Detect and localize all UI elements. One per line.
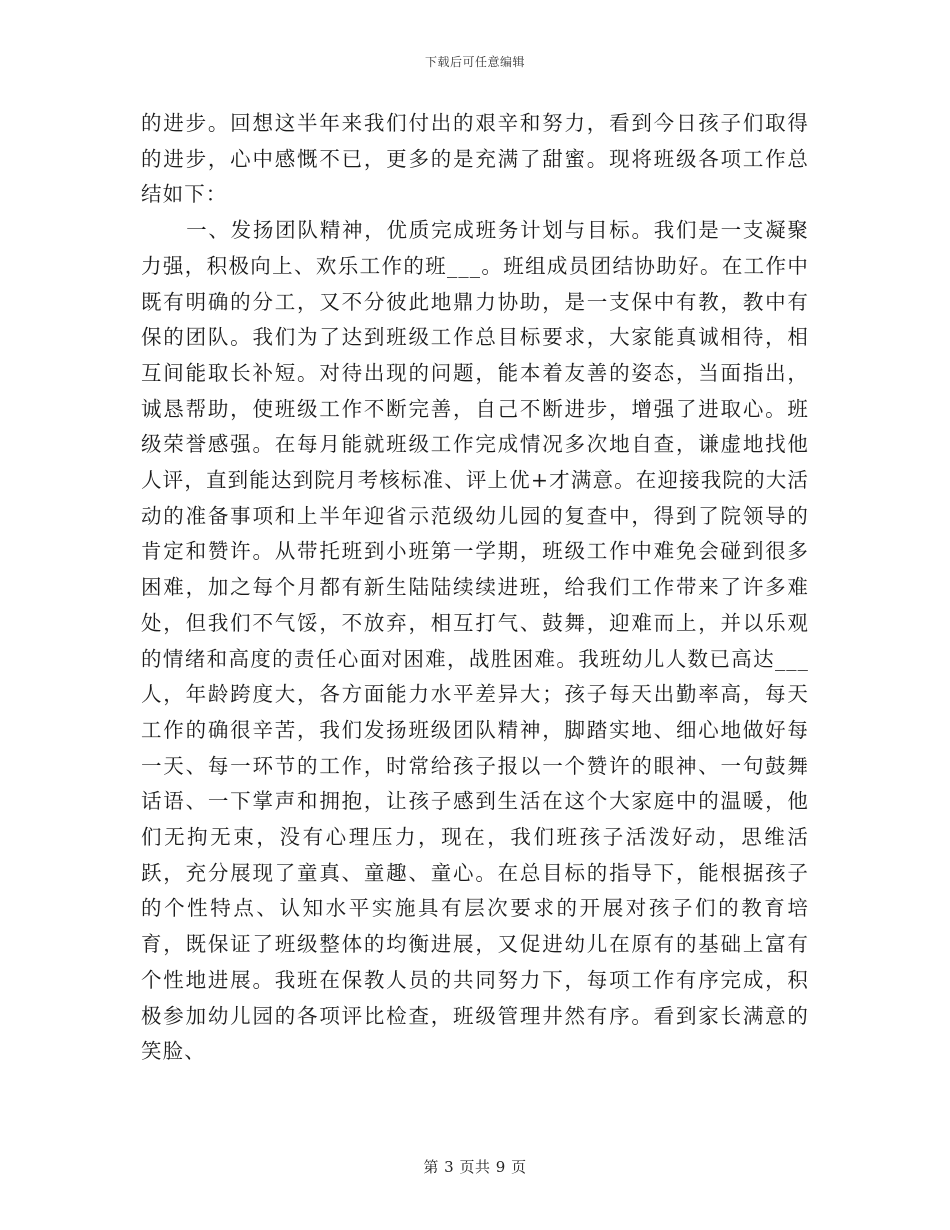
paragraph-continuation: 的进步。回想这半年来我们付出的艰辛和努力，看到今日孩子们取得的进步，心中感慨不已，更多的是充满了甜蜜。现将班级各项工作总结如下： (141, 111, 809, 207)
page-header: 下载后可任意编辑 (424, 55, 525, 69)
body-text (141, 106, 809, 1070)
page-footer: 第 3 页共 9 页 (423, 1158, 527, 1176)
paragraph-team-spirit: 一、发扬团队精神，优质完成班务计划与目标。我们是一支凝聚力强，积极向上、欢乐工作的班___。班组成员团结协助好。在工作中既有明确的分工，又不分彼此地鼎力协助，是一支保中有教，教中有保的团队。我们为了达到班级工作总目标要求，大家能真诚相待，相互间能取长补短。对待出现的问题，能本着友善的姿态，当面指出，诚恳帮助，使班级工作不断完善，自己不断进步，增强了进取心。班级荣誉感强。在每月能就班级工作完成情况多次地自查，谦虚地找他人评，直到能达到院月考核标准、评上优+才满意。在迎接我院的大活动的准备事项和上半年迎省示范级幼儿园的复查中，得到了院领导的肯定和赞许。从带托班到小班第一学期，班级工作中难免会碰到很多困难，加之每个月都有新生陆陆续续进班，给我们工作带来了许多难处，但我们不气馁，不放弃，相互打气、鼓舞，迎难而上，并以乐观的情绪和高度的责任心面对困难，战胜困难。我班幼儿人数已高达___人，年龄跨度大，各方面能力水平差异大；孩子每天出勤率高，每天工作的确很辛苦，我们发扬班级团队精神，脚踏实地、细心地做好每一天、每一环节的工作，时常给孩子报以一个赞许的眼神、一句鼓舞话语、一下掌声和拥抱，让孩子感到生活在这个大家庭中的温暖，他们无拘无束，没有心理压力，现在，我们班孩子活泼好动，思维活跃，充分展现了童真、童趣、童心。在总目标的指导下，能根据孩子的个性特点、认知水平实施具有层次要求的开展对孩子们的教育培育，既保证了班级整体的均衡进展，又促进幼儿在原有的基础上富有个性地进展。我班在保教人员的共同努力下，每项工作有序完成，积极参加幼儿园的各项评比检查，班级管理井然有序。看到家长满意的笑脸、 (141, 218, 809, 1064)
